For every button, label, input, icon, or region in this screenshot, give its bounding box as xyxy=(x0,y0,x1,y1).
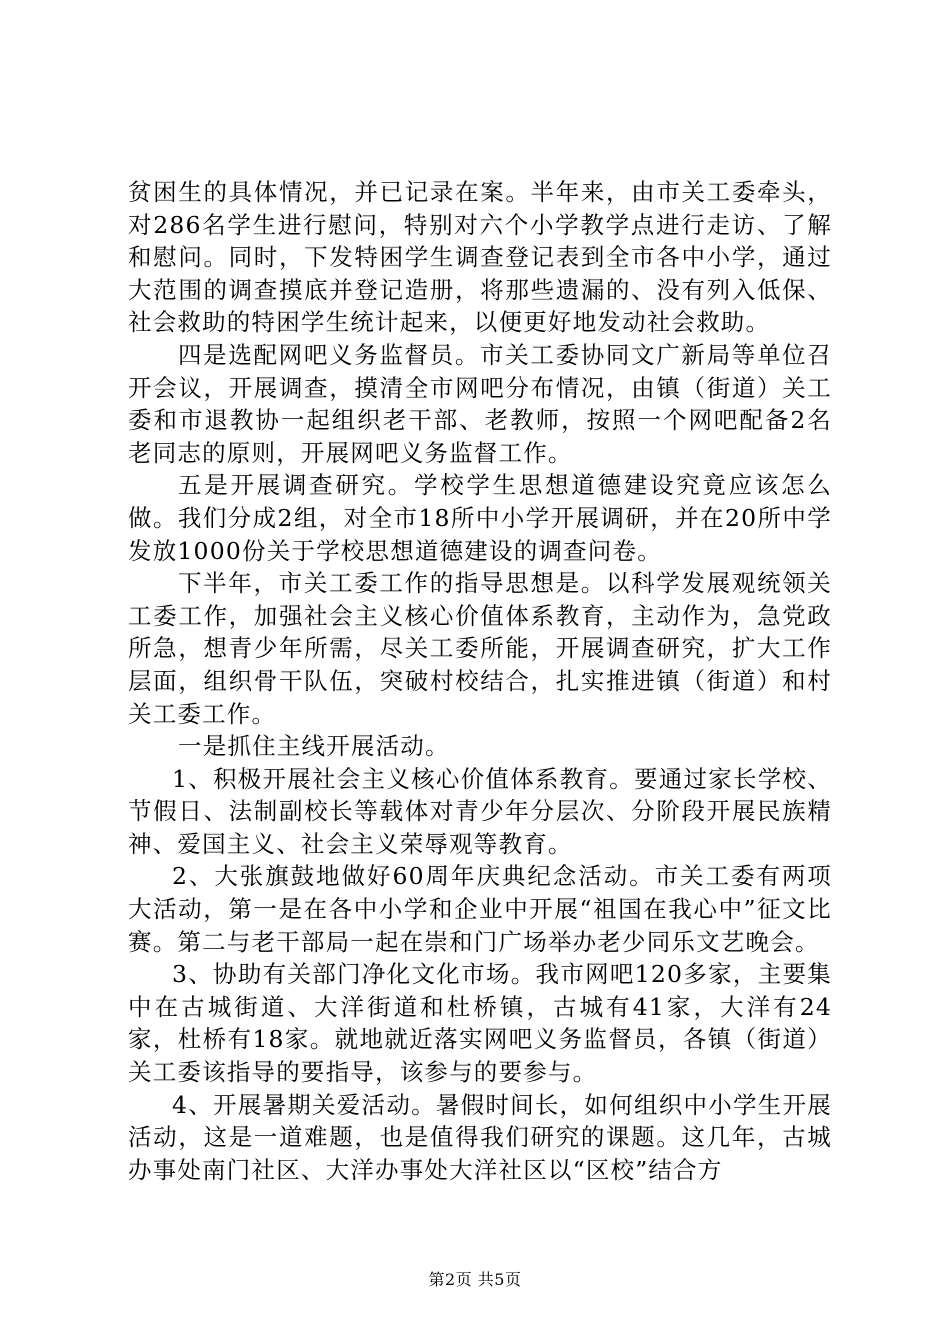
paragraph-item-3: 3、协助有关部门净化文化市场。我市网吧120多家，主要集中在古城街道、大洋街道和杜桥镇，古城有41家，大洋有24家，杜桥有18家。就地就近落实网吧义务监督员，各镇（街道）关工委该指导的要指导，该参与的要参与。 xyxy=(128,960,832,1087)
document-body xyxy=(128,176,832,1186)
paragraph-continuation: 贫困生的具体情况，并已记录在案。半年来，由市关工委牵头，对286名学生进行慰问，特别对六个小学教学点进行走访、了解和慰问。同时，下发特困学生调查登记表到全市各中小学，通过大范围的调查摸底并登记造册，将那些遗漏的、没有列入低保、社会救助的特困学生统计起来，以便更好地发动社会救助。 xyxy=(128,178,832,337)
paragraph-item-4: 4、开展暑期关爱活动。暑假时间长，如何组织中小学生开展活动，这是一道难题，也是值得我们研究的课题。这几年，古城办事处南门社区、大洋办事处大洋社区以“区校”结合方 xyxy=(128,1090,832,1184)
page-footer: 第2页 共5页 xyxy=(428,1270,522,1289)
paragraph-second-half-guideline: 下半年，市关工委工作的指导思想是。以科学发展观统领关工委工作，加强社会主义核心价值体系教育，主动作为，急党政所急，想青少年所需，尽关工委所能，开展调查研究，扩大工作层面，组织骨干队伍，突破村校结合，扎实推进镇（街道）和村关工委工作。 xyxy=(128,569,832,728)
paragraph-item-1: 1、积极开展社会主义核心价值体系教育。要通过家长学校、节假日、法制副校长等载体对青少年分层次、分阶段开展民族精神、爱国主义、社会主义荣辱观等教育。 xyxy=(128,764,832,858)
paragraph-internet-cafe-supervisors: 四是选配网吧义务监督员。市关工委协同文广新局等单位召开会议，开展调查，摸清全市网吧分布情况，由镇（街道）关工委和市退教协一起组织老干部、老教师，按照一个网吧配备2名老同志的原则，开展网吧义务监督工作。 xyxy=(128,340,832,467)
paragraph-item-2: 2、大张旗鼓地做好60周年庆典纪念活动。市关工委有两项大活动，第一是在各中小学和企业中开展“祖国在我心中”征文比赛。第二与老干部局一起在崇和门广场举办老少同乐文艺晚会。 xyxy=(128,862,832,956)
paragraph-research: 五是开展调查研究。学校学生思想道德建设究竟应该怎么做。我们分成2组，对全市18所中小学开展调研，并在20所中学发放1000份关于学校思想道德建设的调查问卷。 xyxy=(128,471,832,565)
paragraph-main-activities-heading: 一是抓住主线开展活动。 xyxy=(178,732,450,761)
